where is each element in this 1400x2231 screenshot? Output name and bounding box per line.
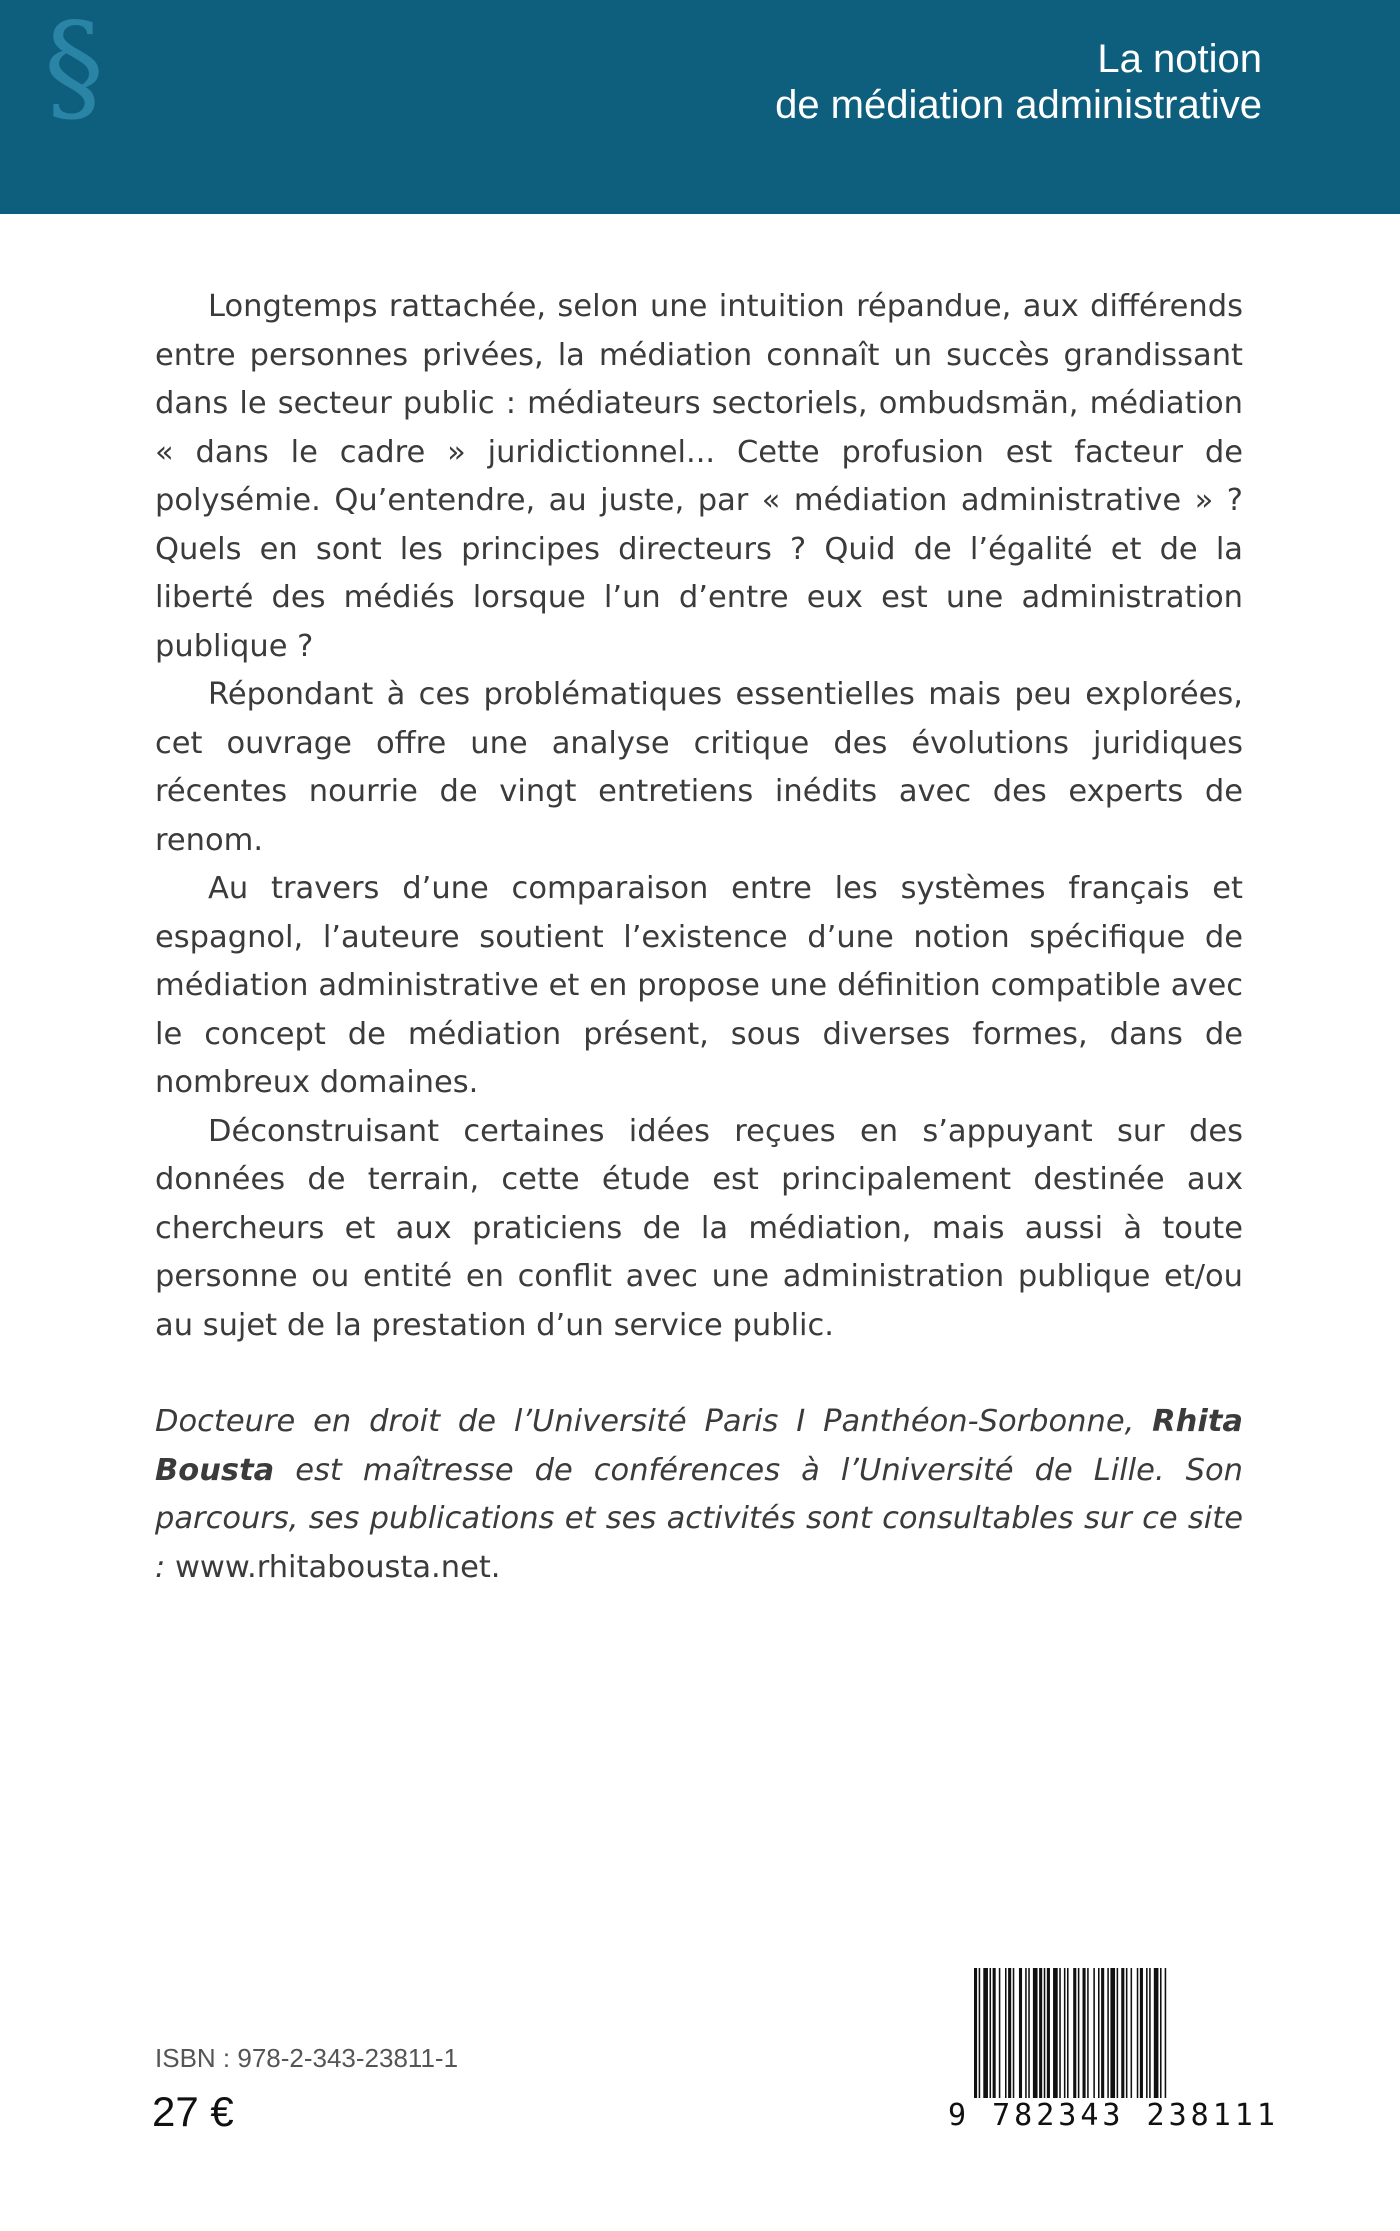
title-line-1: La notion	[1097, 37, 1262, 81]
isbn: ISBN : 978-2-343-23811-1	[155, 2043, 459, 2073]
title-line-2: de médiation administrative	[775, 83, 1262, 127]
book-title	[775, 36, 1262, 128]
summary-paragraph-1: Longtemps rattachée, selon une intuition répandue, aux différends entre personnes privées, la médiation connaît un succès grandissant dans le secteur public : médiateurs sectoriels, ombudsmän, médiation « dans le cadre » juridictionnel... Cette profusion est facteur de polysémie. Qu’entendre, au juste, par « médiation administrative » ? Quels en sont les principes directeurs ? Quid de l’égalité et de la liberté des médiés lorsque l’un d’entre eux est une administration publique ?	[155, 289, 1243, 664]
author-bio	[155, 1398, 1243, 1592]
summary-paragraph-3: Au travers d’une comparaison entre les systèmes français et espagnol, l’auteure soutient l’existence d’une notion spécifique de médiation administrative et en propose une définition compatible avec le concept de médiation présent, sous diverses formes, dans de nombreux domaines.	[155, 871, 1243, 1100]
barcode-bars-icon	[974, 1968, 1222, 2108]
back-cover-summary	[155, 283, 1243, 1350]
author-bio-prefix: Docteure en droit de l’Université Paris I Panthéon-Sorbonne,	[155, 1404, 1135, 1439]
header-band	[0, 0, 1400, 214]
barcode	[948, 1968, 1279, 2133]
section-symbol-icon: §	[44, 0, 104, 137]
author-name: Rhita Bousta	[155, 1404, 1243, 1488]
author-bio-suffix: est maîtresse de conférences à l’Université de Lille. Son parcours, ses publications et ses activités sont consultables sur ce site :	[155, 1452, 1243, 1585]
summary-paragraph-4: Déconstruisant certaines idées reçues en s’appuyant sur des données de terrain, cette étude est principalement destinée aux chercheurs et aux praticiens de la médiation, mais aussi à toute personne ou entité en conflit avec une administration publique et/ou au sujet de la prestation d’un service public.	[155, 1113, 1243, 1343]
barcode-digits-text: 9 782343 238111	[948, 2098, 1279, 2133]
author-website: www.rhitabousta.net.	[174, 1549, 501, 1585]
summary-paragraph-2: Répondant à ces problématiques essentielles mais peu explorées, cet ouvrage offre une analyse critique des évolutions juridiques récentes nourrie de vingt entretiens inédits avec des experts de renom.	[155, 677, 1243, 858]
price: 27 €	[152, 2088, 234, 2135]
barcode-digits	[948, 2098, 1279, 2133]
